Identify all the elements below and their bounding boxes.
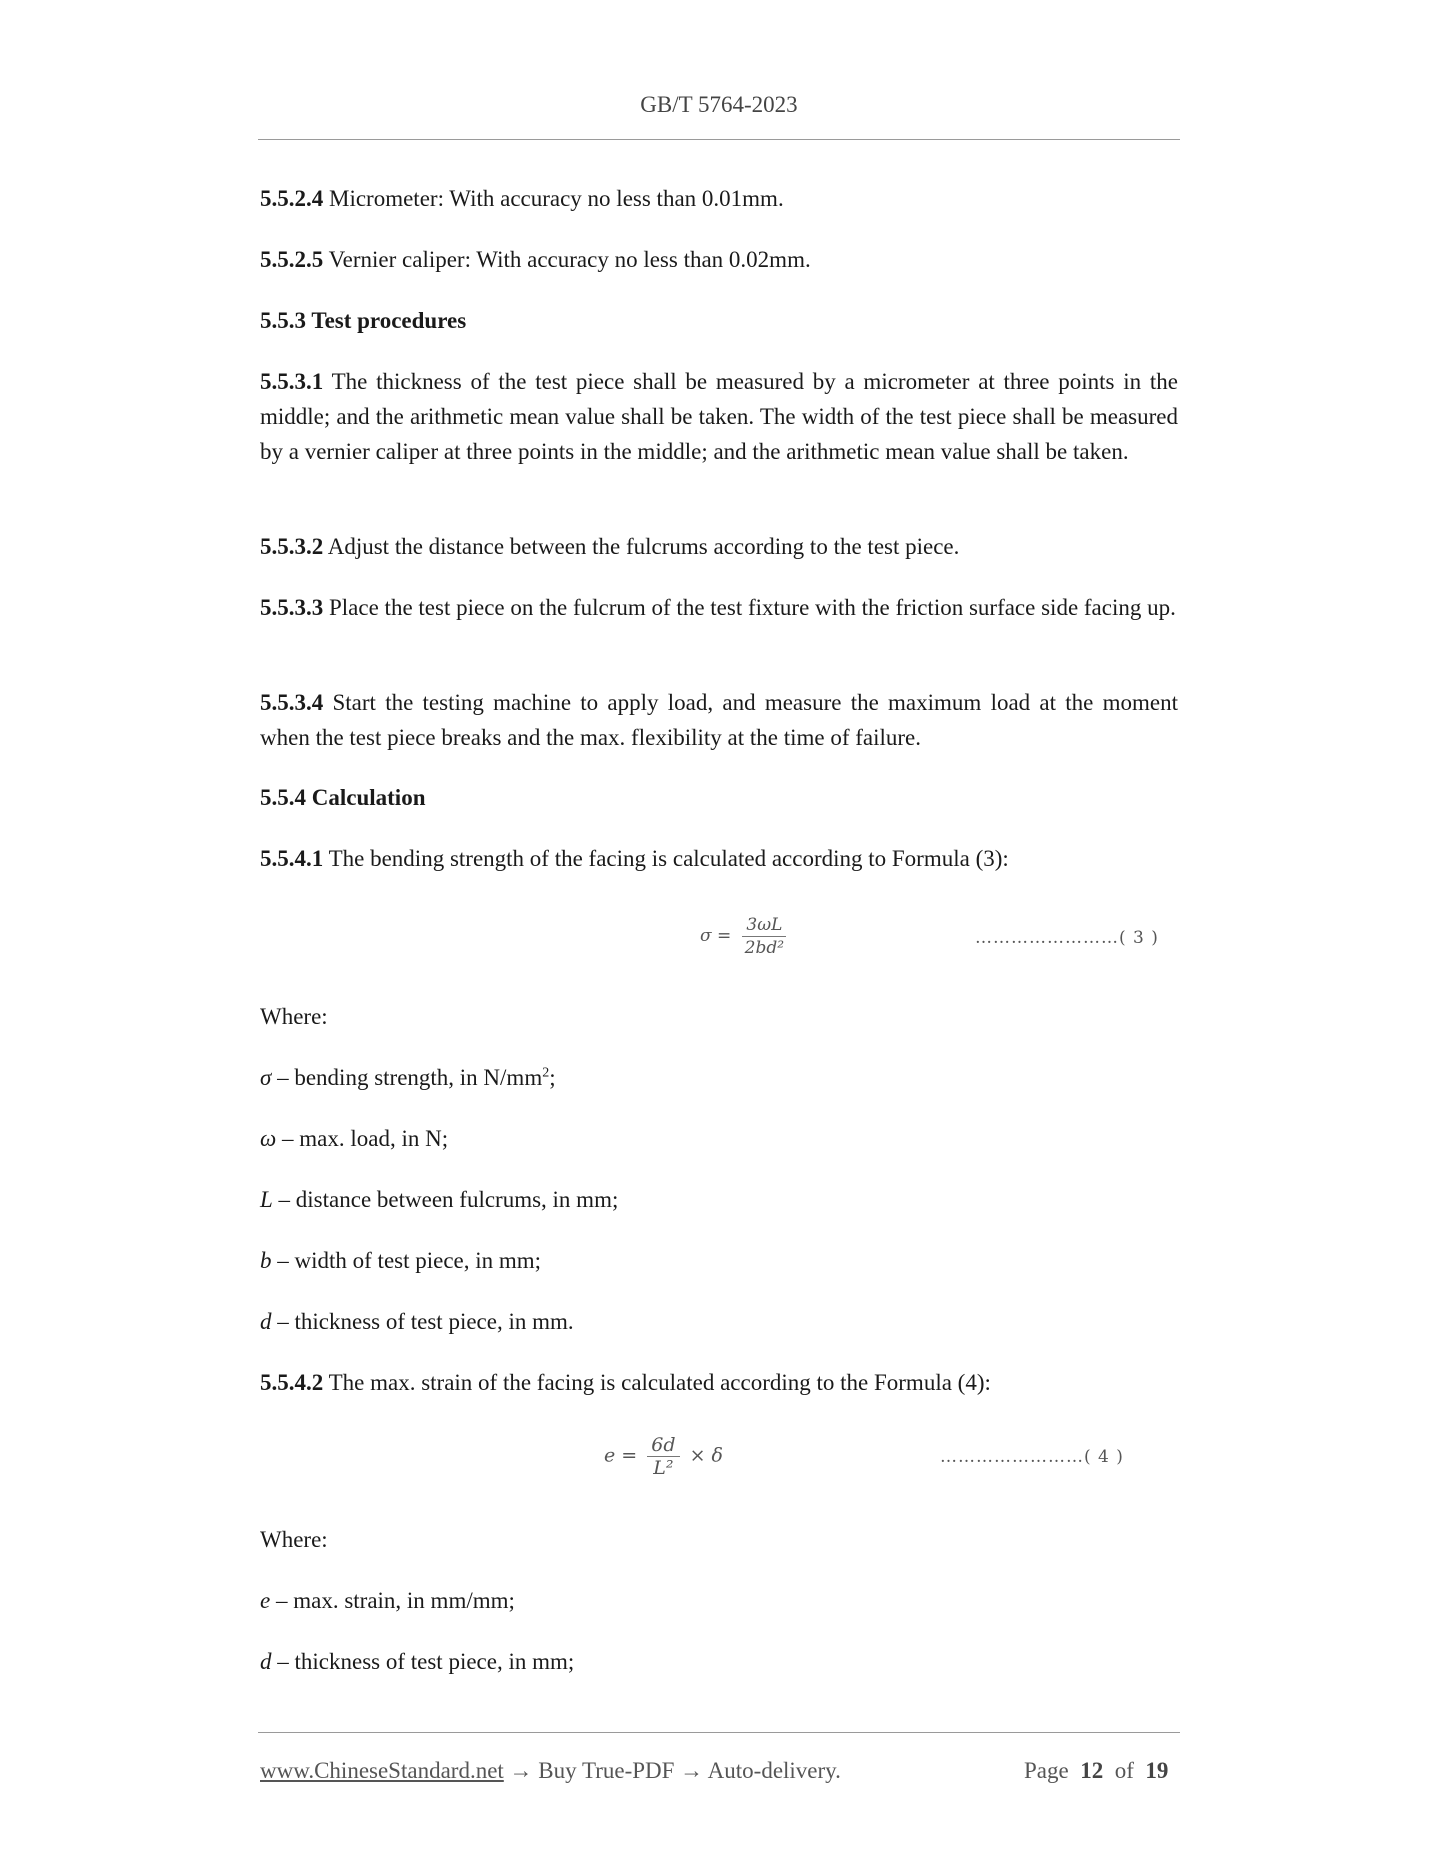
symbol: ω [260, 1126, 277, 1151]
formula-fraction [741, 914, 788, 959]
footer-promo [260, 1758, 841, 1784]
definition-e [260, 1583, 1178, 1618]
formula-lhs: e = [604, 1444, 638, 1467]
clause-5-5-4-1 [260, 841, 1178, 876]
heading-5-5-3: 5.5.3 Test procedures [260, 308, 467, 333]
clause-5-5-2-4 [260, 181, 1178, 216]
clause-text: Start the testing machine to apply load, and measure the maximum load at the moment when the test piece breaks and the max. flexibility at the time of failure. [260, 690, 1178, 750]
header-rule [258, 139, 1180, 140]
clause-5-5-3-1 [260, 364, 1178, 469]
symbol: L [260, 1187, 273, 1212]
clause-number: 5.5.3.1 [260, 369, 324, 394]
symbol: e [260, 1588, 271, 1613]
of-label: of [1114, 1758, 1134, 1783]
total-pages: 19 [1145, 1758, 1169, 1783]
clause-5-5-4-2 [260, 1365, 1178, 1400]
page-indicator [1024, 1758, 1168, 1784]
page-label: Page [1024, 1758, 1069, 1783]
clause-5-5-3-3 [260, 590, 1178, 625]
clause-text: The thickness of the test piece shall be measured by a micrometer at three points in the middle; and the arithmetic mean value shall be taken. The width of the test piece shall be measured by a vernier caliper at three points in the middle; and the arithmetic mean value shall be taken. [260, 369, 1178, 464]
header-title: GB/T 5764-2023 [640, 92, 798, 117]
formula-fraction [647, 1434, 679, 1479]
clause-text: The max. strain of the facing is calculated according to the Formula (4): [323, 1370, 991, 1395]
formula-denominator: L² [653, 1457, 674, 1479]
definition-l [260, 1182, 1178, 1217]
clause-number: 5.5.4.1 [260, 846, 324, 871]
clause-number: 5.5.3.4 [260, 690, 324, 715]
formula-denominator: 2bd² [744, 938, 785, 958]
clause-5-5-3-4 [260, 685, 1178, 755]
where-label-2: Where: [260, 1527, 328, 1552]
clause-text: Place the test piece on the fulcrum of the test fixture with the friction surface side facing up. [323, 595, 1176, 620]
definition-text: – max. load, in N; [276, 1126, 449, 1151]
formula-lhs: σ = [700, 926, 732, 946]
symbol: d [260, 1309, 272, 1334]
clause-number: 5.5.2.5 [260, 247, 324, 272]
definition-text: – bending strength, in N/mm [271, 1065, 543, 1090]
superscript: 2 [542, 1065, 550, 1081]
definition-text: – max. strain, in mm/mm; [270, 1588, 515, 1613]
definition-sigma [260, 1060, 1178, 1095]
clause-text: Adjust the distance between the fulcrums according to the test piece. [323, 534, 960, 559]
formula-4 [604, 1434, 723, 1479]
footer-rule [258, 1732, 1180, 1733]
definition-omega [260, 1121, 1178, 1156]
symbol: σ [260, 1065, 272, 1090]
clause-number: 5.5.2.4 [260, 186, 324, 211]
clause-number: 5.5.3.3 [260, 595, 324, 620]
definition-tail: ; [549, 1065, 556, 1090]
definition-text: – thickness of test piece, in mm; [271, 1649, 575, 1674]
clause-text: The bending strength of the facing is calculated according to Formula (3): [323, 846, 1009, 871]
symbol: b [260, 1248, 272, 1273]
website-link[interactable]: www.ChineseStandard.net [260, 1758, 504, 1783]
formula-rest: × δ [689, 1444, 723, 1467]
formula-3 [700, 914, 792, 959]
symbol: d [260, 1649, 272, 1674]
formula-numerator: 3ωL [742, 914, 786, 937]
clause-5-5-2-5 [260, 242, 1178, 277]
definition-text: – width of test piece, in mm; [271, 1248, 542, 1273]
formula-numerator: 6d [647, 1434, 679, 1457]
definition-d [260, 1304, 1178, 1339]
clause-number: 5.5.3.2 [260, 534, 324, 559]
definition-text: – distance between fulcrums, in mm; [272, 1187, 619, 1212]
definition-b [260, 1243, 1178, 1278]
equation-number-4: ……………………( 4 ) [940, 1447, 1124, 1467]
where-label-1: Where: [260, 1004, 328, 1029]
footer-promo-text: → Buy True-PDF → Auto-delivery. [503, 1758, 841, 1783]
heading-5-5-4: 5.5.4 Calculation [260, 785, 426, 810]
clause-text: Vernier caliper: With accuracy no less than 0.02mm. [323, 247, 811, 272]
page-number: 12 [1080, 1758, 1104, 1783]
clause-text: Micrometer: With accuracy no less than 0.01mm. [323, 186, 784, 211]
definition-d-2 [260, 1644, 1178, 1679]
clause-5-5-3-2 [260, 529, 1178, 564]
clause-number: 5.5.4.2 [260, 1370, 324, 1395]
equation-number-3: ……………………( 3 ) [975, 928, 1159, 948]
definition-text: – thickness of test piece, in mm. [271, 1309, 574, 1334]
